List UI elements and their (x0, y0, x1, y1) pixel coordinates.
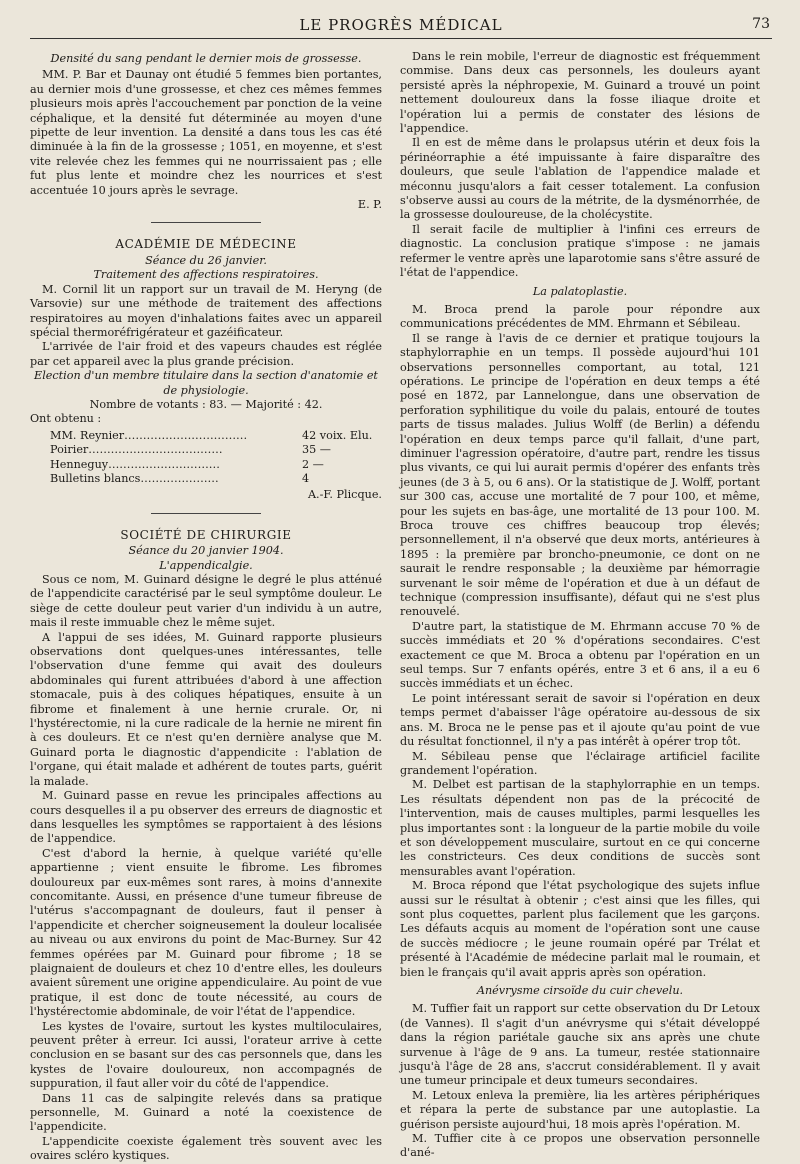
journal-title: LE PROGRÈS MÉDICAL (299, 16, 503, 34)
academie-paragraph-2: L'arrivée de l'air froid et des vapeurs chaudes est réglée par cet appareil avec la plus grande précision. (30, 340, 382, 368)
vote-name: Bulletins blancs………………… (50, 471, 219, 485)
right-column (400, 50, 760, 1161)
right-paragraph-1: Dans le rein mobile, l'erreur de diagnostic est fréquemment commise. Dans deux cas personnels, les douleurs ayant persisté après la néphropexie, M. Guinard a trouvé un point nettement douloureux dans la fosse iliaque droite et l'opération lui a permis de constater des lésions de l'appendice. (400, 50, 760, 136)
vote-value: 4 (302, 471, 310, 485)
societe-subheading: L'appendicalgie. (159, 558, 253, 572)
right-paragraph-2: Il en est de même dans le prolapsus utérin et deux fois la périnéorraphie a été impuissante à faire disparaître des douleurs, que seule l'ablation de l'appendice malade et méconnu jusqu'alors a fait cesser totalement. La confusion s'observe aussi au cours de la métrite, de la dysménorrhée, de la grossesse douloureuse, de la cholécystite. (400, 136, 760, 222)
right-paragraph-5: Il se range à l'avis de ce dernier et pratique toujours la staphylorraphie en un temps. Il possède aujourd'hui 101 observations personnelles comportant, au total, 121 opérations. Le principe de l'opération en deux temps a été posé en 1872, par Lannelongue, dans une observation de perforation syphilitique du voile du palais, entouré de toutes parts de tissus malades. Julius Wolff (de Berlin) a défendu l'opération en deux temps parce qu'il fallait, d'une part, diminuer l'agression opératoire, d'autre part, rendre les tissus plus vivants, ce qui lui aurait permis d'opérer des enfants très jeunes (de 3 à 5, ou 6 ans). Or la statistique de J. Wolff, portant sur 300 cas, accuse une mortalité de 7 pour 100, et même, pour les sujets en bas-âge, une mortalité de 13 pour 100. M. Broca trouve ces chiffres beaucoup trop élevés; personnellement, il n'a observé que deux morts, antérieures à 1895 : la première par broncho-pneumonie, ce dont on ne saurait le rendre responsable ; la deuxième par hémorragie survenant le soir même de l'opération et due à un défaut de technique (compression insuffisante), défaut qui ne s'est plus renouvelé. (400, 331, 760, 619)
vote-row (30, 443, 382, 457)
vote-name: Poirier……………………………… (50, 443, 223, 457)
societe-paragraph-1: Sous ce nom, M. Guinard désigne le degré le plus atténué de l'appendicite caractérisé par le seul symptôme douleur. Le siège de cette douleur peut varier d'un individu à un autre, mais il reste immuable chez le même sujet. (30, 573, 382, 630)
right-paragraph-12: M. Letoux enleva la première, lia les artères périphériques et répara la perte de substance par une autoplastie. La guérison persiste aujourd'hui, 18 mois après l'opération. M. (400, 1088, 760, 1131)
right-paragraph-7: Le point intéressant serait de savoir si l'opération en deux temps permet d'abaisser l'âge opératoire au-dessous de six ans. M. Broca ne le pense pas et il ajoute qu'au point de vue du résultat fonctionnel, il n'y a pas intérêt à opérer trop tôt. (400, 691, 760, 749)
right-paragraph-3: Il serait facile de multiplier à l'infini ces erreurs de diagnostic. La conclusion pratique s'impose : ne jamais refermer le ventre après une laparotomie sans s'être assuré de l'état de l'appendice. (400, 222, 760, 280)
vote-row (30, 458, 382, 472)
section-divider (151, 513, 261, 514)
palatoplastie-heading: La palatoplastie. (532, 284, 628, 298)
right-paragraph-4: M. Broca prend la parole pour répondre aux communications précédentes de MM. Ehrmann et Sébileau. (400, 302, 760, 331)
vote-row (30, 429, 382, 443)
societe-paragraph-4: C'est d'abord la hernie, à quelque variété qu'elle appartienne ; vient ensuite le fibrome. Les fibromes douloureux par eux-mêmes sont rares, à moins d'annexite concomitante. Aussi, en présence d'une tumeur fibreuse de l'utérus s'accompagnant de douleurs, faut il penser à l'appendicite et chercher soigneusement la douleur localisée au niveau ou aux environs du point de Mac-Burney. Sur 42 femmes opérées par M. Guinard pour fibrome ; 18 se plaignaient de douleurs et chez 10 d'entre elles, les douleurs avaient sûrement une origine appendiculaire. Au point de vue pratique, il est donc de toute nécessité, au cours de l'hystérectomie abdominale, de voir l'état de l'appendice. (30, 846, 382, 1019)
right-paragraph-10: M. Broca répond que l'état psychologique des sujets influe aussi sur le résultat à obtenir ; c'est ainsi que les filles, qui sont plus coquettes, parlent plus facilement que les garçons. Les défauts acquis au moment de l'opération sont une cause de succès médiocre ; le jeune roumain opéré par Trélat et présenté à l'Académie de médecine parlait mal le roumain, et bien le français qu'il avait appris après son opération. (400, 879, 760, 979)
societe-paragraph-2: A l'appui de ses idées, M. Guinard rapporte plusieurs observations dont quelques-unes intéressantes, telle l'observation d'une femme qui avait des douleurs abdominales qui furent attribuées d'abord à une affection stomacale, puis à des coliques hépatiques, ensuite à un fibrome et finalement à une hernie crurale. Or, ni l'hystérectomie, ni la cure radicale de la hernie ne mirent fin à ces douleurs. Et ce n'est qu'en dernière analyse que M. Guinard porta le diagnostic d'appendicite : l'ablation de l'organe, qui était malade et adhérent de toutes parts, guérit la malade. (30, 630, 382, 788)
vote-name: MM. Reynier…………………………… (50, 428, 248, 442)
vote-row (30, 472, 382, 486)
election-heading: Election d'un membre titulaire dans la section d'anatomie et de physiologie. (34, 369, 378, 397)
anevrysme-heading: Anévrysme cirsoïde du cuir chevelu. (476, 984, 684, 997)
societe-paragraph-6: Dans 11 cas de salpingite relevés dans sa pratique personnelle, M. Guinard a noté la coexistence de l'appendicite. (30, 1091, 382, 1134)
page-header (30, 14, 772, 39)
election-signature: A.-F. Plicque. (307, 488, 382, 502)
votes-line: Nombre de votants : 83. — Majorité : 42. (89, 397, 323, 411)
right-paragraph-13: M. Tuffier cite à ce propos une observation personnelle d'ané- (400, 1132, 760, 1160)
academie-subheading: Traitement des affections respiratoires. (93, 268, 319, 282)
academie-paragraph-1: M. Cornil lit un rapport sur un travail de M. Heryng (de Varsovie) sur une méthode de traitement des affections respiratoires au moyen d'inhalations faites avec un appareil spécial thermoréfrigérateur et gazéificateur. (30, 282, 382, 339)
academie-heading: ACADÉMIE DE MÉDECINE (115, 237, 297, 252)
right-paragraph-11: M. Tuffier fait un rapport sur cette observation du Dr Letoux (de Vannes). Il s'agit d'un anévrysme qui s'était développé dans la région pariétale gauche six ans après une chute survenue à l'âge de 9 ans. La tumeur, restée stationnaire jusqu'à l'âge de 28 ans, s'accrut considérablement. Il y avait une tumeur principale et deux tumeurs secondaires. (400, 1002, 760, 1088)
votes-table (30, 429, 382, 487)
vote-name: Henneguy………………………… (50, 457, 220, 471)
societe-paragraph-5: Les kystes de l'ovaire, surtout les kystes multiloculaires, peuvent prêter à erreur. Ici aussi, l'orateur arrive à cette conclusion en se basant sur des cas personnels que, dans les kystes de l'ovaire douloureux, non accompagnés de suppuration, il faut aller voir du côté de l'appendice. (30, 1019, 382, 1091)
density-signature: E. P. (357, 198, 382, 212)
vote-value: 2 — (302, 457, 324, 471)
density-paragraph: MM. P. Bar et Daunay ont étudié 5 femmes bien portantes, au dernier mois d'une grossesse, et chez ces mêmes femmes plusieurs mois après l'accouchement par ponction de la veine céphalique, et la densité fut déterminée au moyen d'une pipette de leur invention. La densité a dans tous les cas été diminuée à la fin de la grossesse ; 1051, en moyenne, et s'est vite relevée chez les femmes qui ne nourrissaient pas ; elle fut plus lente et moindre chez les nourrices et s'est accentuée 10 jours après le sevrage. (30, 68, 382, 197)
societe-paragraph-3: M. Guinard passe en revue les principales affections au cours desquelles il a pu observer des erreurs de diagnostic et dans lesquelles les symptômes se rapportaient à des lésions de l'appendice. (30, 789, 382, 846)
right-paragraph-6: D'autre part, la statistique de M. Ehrmann accuse 70 % de succès immédiats et 20 % d'opérations secondaires. C'est exactement ce que M. Broca a obtenu par l'opération en un seul temps. Sur 7 enfants opérés, entre 3 et 6 ans, il a eu 6 succès immédiats et un échec. (400, 619, 760, 691)
right-paragraph-8: M. Sébileau pense que l'éclairage artificiel facilite grandement l'opération. (400, 749, 760, 777)
societe-paragraph-7: L'appendicite coexiste également très souvent avec les ovaires scléro kystiques. (30, 1134, 382, 1163)
page-number: 73 (752, 16, 770, 32)
right-paragraph-9: M. Delbet est partisan de la staphylorraphie en un temps. Les résultats dépendent non pas de la précocité de l'intervention, mais de causes multiples, parmi lesquelles les plus importantes sont : la longueur de la partie mobile du voile et son développement musculaire, surtout en ce qui concerne les constricteurs. Ces deux conditions de succès sont mensurables avant l'opération. (400, 778, 760, 878)
density-heading: Densité du sang pendant le dernier mois de grossesse. (50, 52, 362, 65)
obtained-label: Ont obtenu : (30, 412, 102, 426)
section-divider (151, 222, 261, 223)
vote-value: 35 — (302, 443, 331, 457)
societe-date: Séance du 20 janvier 1904. (128, 544, 284, 558)
academie-date: Séance du 26 janvier. (145, 253, 267, 267)
left-column (30, 50, 382, 1164)
societe-heading: SOCIÉTÉ DE CHIRURGIE (120, 527, 292, 542)
vote-value: 42 voix. Elu. (302, 428, 373, 442)
